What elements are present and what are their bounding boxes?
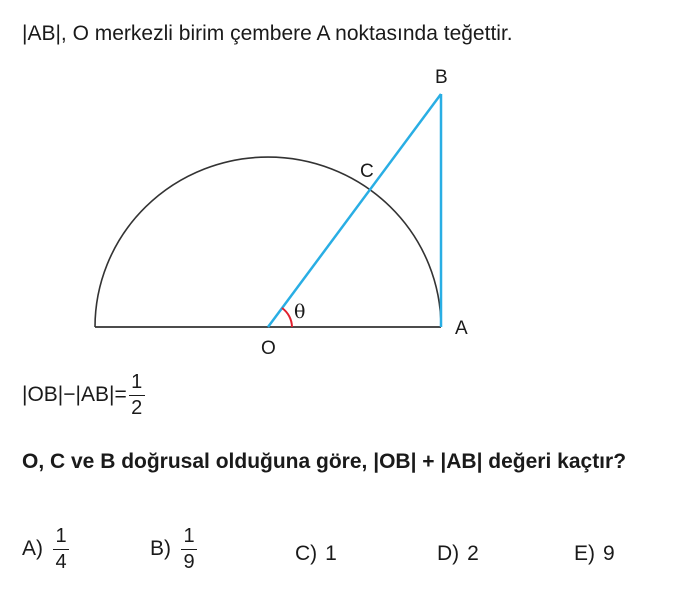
choice-b-label: B) (150, 537, 171, 560)
question-text: O, C ve B doğrusal olduğuna göre, |OB| + |AB| değeri kaçtır? (22, 450, 627, 473)
choice-e-label: E) (574, 542, 595, 565)
choice-d[interactable] (437, 542, 479, 566)
fraction-bar (181, 549, 197, 550)
choice-a-label: A) (22, 537, 43, 560)
choice-c[interactable] (295, 542, 337, 566)
choice-a-numerator: 1 (55, 525, 67, 547)
equation-denominator: 2 (131, 397, 143, 419)
problem-intro: |AB|, O merkezli birim çembere A noktasında teğettir. (22, 22, 513, 45)
choice-b-fraction (181, 526, 197, 572)
choice-a-fraction (53, 526, 69, 572)
fraction-bar (53, 549, 69, 550)
label-a: A (455, 318, 468, 339)
fraction-bar (129, 395, 145, 396)
choice-a-denominator: 4 (55, 551, 67, 573)
label-c: C (360, 161, 374, 182)
equation-left: |OB|−|AB|= (22, 383, 127, 406)
label-b: B (435, 67, 448, 88)
choice-a[interactable] (22, 526, 69, 572)
choice-b-numerator: 1 (183, 525, 195, 547)
given-equation (22, 372, 145, 418)
choice-d-label: D) (437, 542, 460, 565)
choice-c-value: 1 (325, 542, 337, 565)
choice-e[interactable] (574, 542, 615, 566)
choice-b-denominator: 9 (183, 551, 195, 573)
choice-e-value: 9 (603, 542, 615, 565)
choice-d-value: 2 (467, 542, 479, 565)
choice-b[interactable] (150, 526, 197, 572)
equation-fraction (129, 372, 145, 418)
segment-ob (268, 94, 441, 327)
equation-numerator: 1 (131, 371, 143, 393)
unit-circle-arc (95, 157, 441, 327)
angle-theta-arc (282, 308, 292, 327)
label-theta: θ (294, 301, 306, 323)
label-o: O (261, 338, 276, 359)
choice-c-label: C) (295, 542, 318, 565)
